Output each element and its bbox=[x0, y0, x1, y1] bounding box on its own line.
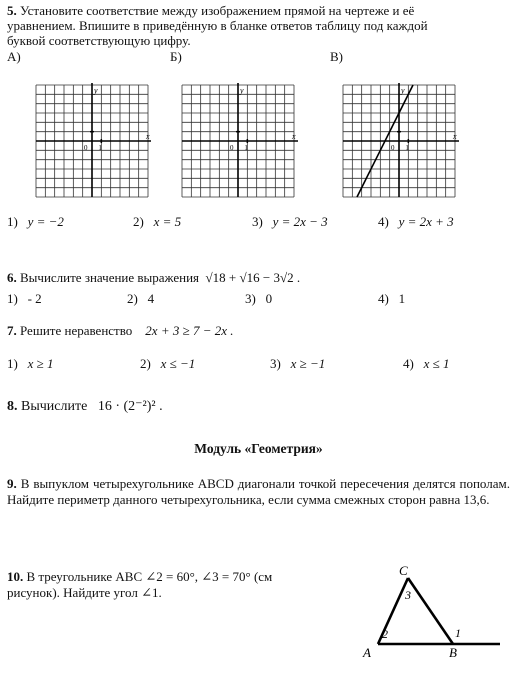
q10-text-line2: рисунок). Найдите угол ∠1. bbox=[7, 585, 162, 600]
q7-expression: 2x + 3 ≥ 7 − 2x . bbox=[145, 323, 234, 338]
axis-x-label: x bbox=[453, 132, 457, 141]
q6-option-3-value: 0 bbox=[265, 291, 273, 306]
triangle-figure bbox=[360, 562, 510, 662]
q10-text-line1: В треугольнике ABC ∠2 = 60°, ∠3 = 70° (см bbox=[26, 569, 273, 584]
q7-option-4-number: 4) bbox=[403, 356, 414, 371]
angle-2-label: 2 bbox=[382, 627, 388, 641]
q10-number: 10. bbox=[7, 569, 24, 584]
axis-tick-label: 1 bbox=[98, 144, 102, 152]
q7-option-2 bbox=[140, 356, 195, 371]
q7-option-2-number: 2) bbox=[140, 356, 151, 371]
axis-y-label: y bbox=[94, 86, 98, 95]
q5-option-1-number: 1) bbox=[7, 214, 18, 229]
q5-option-2-number: 2) bbox=[133, 214, 144, 229]
q7-option-3 bbox=[270, 356, 325, 371]
q6-option-4-number: 4) bbox=[378, 291, 389, 306]
q9-text: В выпуклом четырехугольнике ABCD диагонали точкой пересечения делятся пополам. Найдите периметр данного четырехугольника, если сумма смежных сторон равна 13,6. bbox=[7, 476, 510, 507]
q5-number: 5. bbox=[7, 3, 17, 18]
q5-text-line3: буквой соответствующую цифру. bbox=[7, 33, 191, 48]
q7-option-4 bbox=[403, 356, 450, 371]
vertex-b-label: B bbox=[449, 645, 457, 660]
q6-option-4 bbox=[378, 291, 405, 306]
q5-option-3-number: 3) bbox=[252, 214, 263, 229]
q6-option-2-number: 2) bbox=[127, 291, 138, 306]
graph-a bbox=[33, 82, 151, 200]
q6-line bbox=[7, 270, 300, 285]
vertex-a-label: A bbox=[363, 645, 371, 660]
q6-number: 6. bbox=[7, 270, 17, 285]
q10-line1 bbox=[7, 569, 272, 584]
q5-option-4-number: 4) bbox=[378, 214, 389, 229]
q5-option-1-eq: y = −2 bbox=[27, 214, 64, 229]
angle-1-label: 1 bbox=[455, 626, 461, 640]
q7-option-3-value: x ≥ −1 bbox=[290, 356, 326, 371]
q6-option-2-value: 4 bbox=[147, 291, 155, 306]
axis-x-label: x bbox=[146, 132, 150, 141]
q7-number: 7. bbox=[7, 323, 17, 338]
graph-label-c: В) bbox=[330, 49, 343, 64]
q5-line1 bbox=[7, 3, 414, 18]
q6-option-1-value: - 2 bbox=[27, 291, 42, 306]
q7-option-1-value: x ≥ 1 bbox=[27, 356, 54, 371]
axis-x-label: x bbox=[292, 132, 296, 141]
q6-option-3-number: 3) bbox=[245, 291, 256, 306]
origin-label: 0 bbox=[230, 144, 234, 152]
axis-tick-label: 1 bbox=[244, 144, 248, 152]
q5-option-1 bbox=[7, 214, 64, 229]
q6-text: Вычислите значение выражения bbox=[20, 270, 200, 285]
graph-b bbox=[179, 82, 309, 200]
module-title: Модуль «Геометрия» bbox=[194, 441, 323, 456]
q7-option-4-value: x ≤ 1 bbox=[423, 356, 450, 371]
origin-label: 0 bbox=[84, 144, 88, 152]
q6-option-4-value: 1 bbox=[398, 291, 406, 306]
q6-expression: √18 + √16 − 3√2 . bbox=[205, 270, 301, 285]
q7-line bbox=[7, 323, 234, 338]
angle-3-label: 3 bbox=[405, 588, 411, 602]
graph-label-b: Б) bbox=[170, 49, 182, 64]
q7-option-3-number: 3) bbox=[270, 356, 281, 371]
q9-number: 9. bbox=[7, 476, 17, 491]
q5-option-3 bbox=[252, 214, 328, 229]
q5-text-line2: уравнением. Впишите в приведённую в бланке ответов таблицу под каждой bbox=[7, 18, 428, 33]
axis-y-label: y bbox=[240, 86, 244, 95]
graph-c bbox=[340, 82, 462, 200]
q9-paragraph bbox=[7, 476, 510, 507]
q7-option-2-value: x ≤ −1 bbox=[160, 356, 196, 371]
q5-text-line1: Установите соответствие между изображением прямой на чертеже и её bbox=[20, 3, 415, 18]
q6-option-1 bbox=[7, 291, 42, 306]
axis-y-label: y bbox=[401, 86, 405, 95]
q5-option-2-eq: x = 5 bbox=[153, 214, 182, 229]
q5-option-4 bbox=[378, 214, 454, 229]
q6-option-3 bbox=[245, 291, 272, 306]
q6-option-1-number: 1) bbox=[7, 291, 18, 306]
q5-option-3-eq: y = 2x − 3 bbox=[272, 214, 328, 229]
q7-text: Решите неравенство bbox=[20, 323, 133, 338]
q7-option-1-number: 1) bbox=[7, 356, 18, 371]
origin-label: 0 bbox=[391, 144, 395, 152]
q5-option-4-eq: y = 2x + 3 bbox=[398, 214, 454, 229]
q8-line bbox=[7, 399, 163, 414]
q5-option-2 bbox=[133, 214, 181, 229]
q6-option-2 bbox=[127, 291, 154, 306]
q8-text: Вычислите bbox=[21, 399, 88, 414]
q7-option-1 bbox=[7, 356, 54, 371]
graph-label-a: А) bbox=[7, 49, 21, 64]
vertex-c-label: C bbox=[399, 563, 408, 578]
q8-expression: 16 · (2⁻²)² . bbox=[97, 399, 163, 414]
axis-tick-label: 1 bbox=[405, 144, 409, 152]
q8-number: 8. bbox=[7, 399, 18, 414]
